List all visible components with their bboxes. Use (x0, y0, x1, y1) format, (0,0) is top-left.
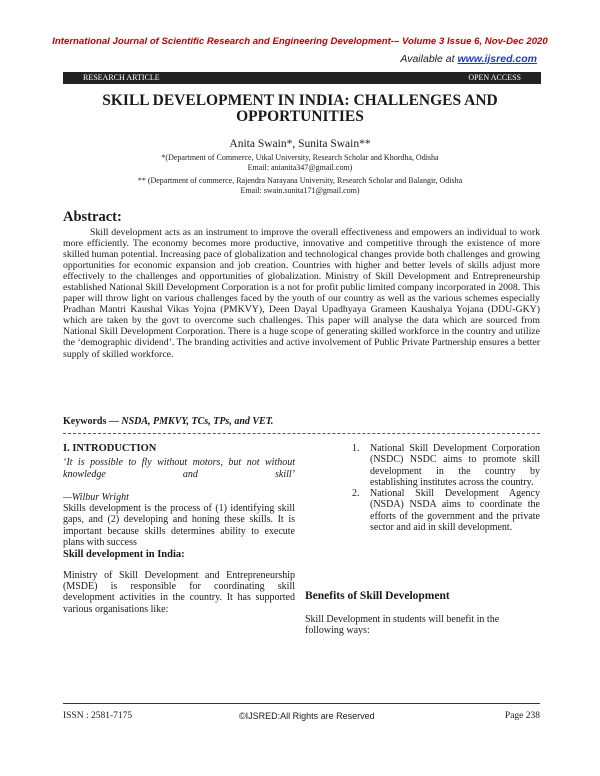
footer-issn: ISSN : 2581-7175 (63, 711, 133, 721)
section-divider (63, 433, 540, 434)
affiliation-2: ** (Department of commerce, Rajendra Narayana University, Research Scholar and Balangir, Odisha (137, 176, 463, 185)
epigraph-quote: ‘It is possible to fly without motors, but not without knowledge and skill’ (63, 457, 295, 480)
footer-rights: ©IJSRED:All Rights are Reserved (239, 711, 375, 721)
intro-paragraph: Skills development is the process of (1) identifying skill gaps, and (2) developing and honing these skills. It is important because skills determines ability to execute plans with success (63, 503, 295, 549)
footer-rule (63, 703, 540, 704)
paper-title: SKILL DEVELOPMENT IN INDIA: CHALLENGES AND OPPORTUNITIES (102, 92, 498, 125)
list-item (352, 488, 540, 533)
organisation-list (352, 443, 540, 533)
affiliation-1: *(Department of Commerce, Utkal University, Research Scholar and Khordha, Odisha (161, 153, 439, 162)
benefits-paragraph: Skill Development in students will benefit in the following ways: (305, 614, 500, 637)
affiliation-1-email: Email: anianita347@gmail.com) (247, 163, 353, 172)
available-prefix: Available at (400, 53, 455, 65)
intro-heading: I. INTRODUCTION (63, 443, 157, 454)
journal-website-link[interactable]: www.ijsred.com (457, 53, 537, 65)
abstract-text: Skill development acts as an instrument to improve the overall effectiveness and empowers an individual to work more efficiently. The economy becomes more productive, innovative and competitive through the existence of more skilled human potential. Increasing pace of globalization and technological changes provide both challenges and growing opportunities for economic expansion and job creation. Countries with higher and better levels of skills adjust more effectively to the challenges and opportunities of globalization. Ministry of Skill Development and Entrepreneurship established National Skill Development Corporation is a not for profit public limited company incorporated in 2008. This paper will throw light on various challenges faced by the youth of our country as well as the various schemes especially Pradhan Mantri Kaushal Vikas Yojna (PMKVY), Deen Dayal Upadhyaya Grameen Kaushalya Yojana (DDU-GKY) which are taken by the govt to overcome such challenges. This paper will analyse the data which are sourced from National Skill Development Corporation. There is a huge scope of generating skilled workforce in the country and utilize the ‘demographic dividend’. The branding activities and active involvement of Public Private Partnership ensures a better supply of skilled workforce. (63, 227, 540, 360)
authors: Anita Swain*, Sunita Swain** (229, 138, 371, 150)
list-number: 2. (352, 488, 360, 500)
list-text: National Skill Development Corporation (NSDC) NSDC aims to promote skill development in the country by establishing institutes across the country. (370, 443, 540, 488)
journal-header: International Journal of Scientific Research and Engineering Development-– Volume 3 Issue 6, Nov-Dec 2020 (52, 36, 548, 47)
keywords-values: NSDA, PMKVY, TCs, TPs, and VET. (121, 416, 274, 427)
article-type: RESEARCH ARTICLE (83, 73, 160, 82)
list-text: National Skill Development Agency (NSDA) NSDA aims to coordinate the efforts of the government and the private sector and aid in skill development. (370, 488, 540, 534)
abstract-heading: Abstract: (63, 209, 122, 225)
skill-dev-india-heading: Skill development in India: (63, 549, 185, 561)
keywords (63, 416, 273, 427)
list-item (352, 443, 540, 488)
list-number: 1. (352, 443, 360, 454)
affiliation-2-email: Email: swain.sunita171@gmail.com) (240, 186, 360, 195)
epigraph-author: —Wilbur Wright (63, 491, 129, 503)
left-column (63, 443, 295, 615)
keywords-label: Keywords — (63, 416, 119, 427)
access-type: OPEN ACCESS (468, 73, 521, 82)
right-column (352, 443, 540, 533)
article-type-bar (63, 72, 541, 84)
footer-page-number: Page 238 (504, 711, 540, 721)
msde-paragraph: Ministry of Skill Development and Entrepreneurship (MSDE) is responsible for coordinating skill development activities in the country. It has supported various organisations like: (63, 569, 295, 615)
benefits-heading: Benefits of Skill Development (305, 590, 450, 602)
availability-line (400, 53, 537, 65)
